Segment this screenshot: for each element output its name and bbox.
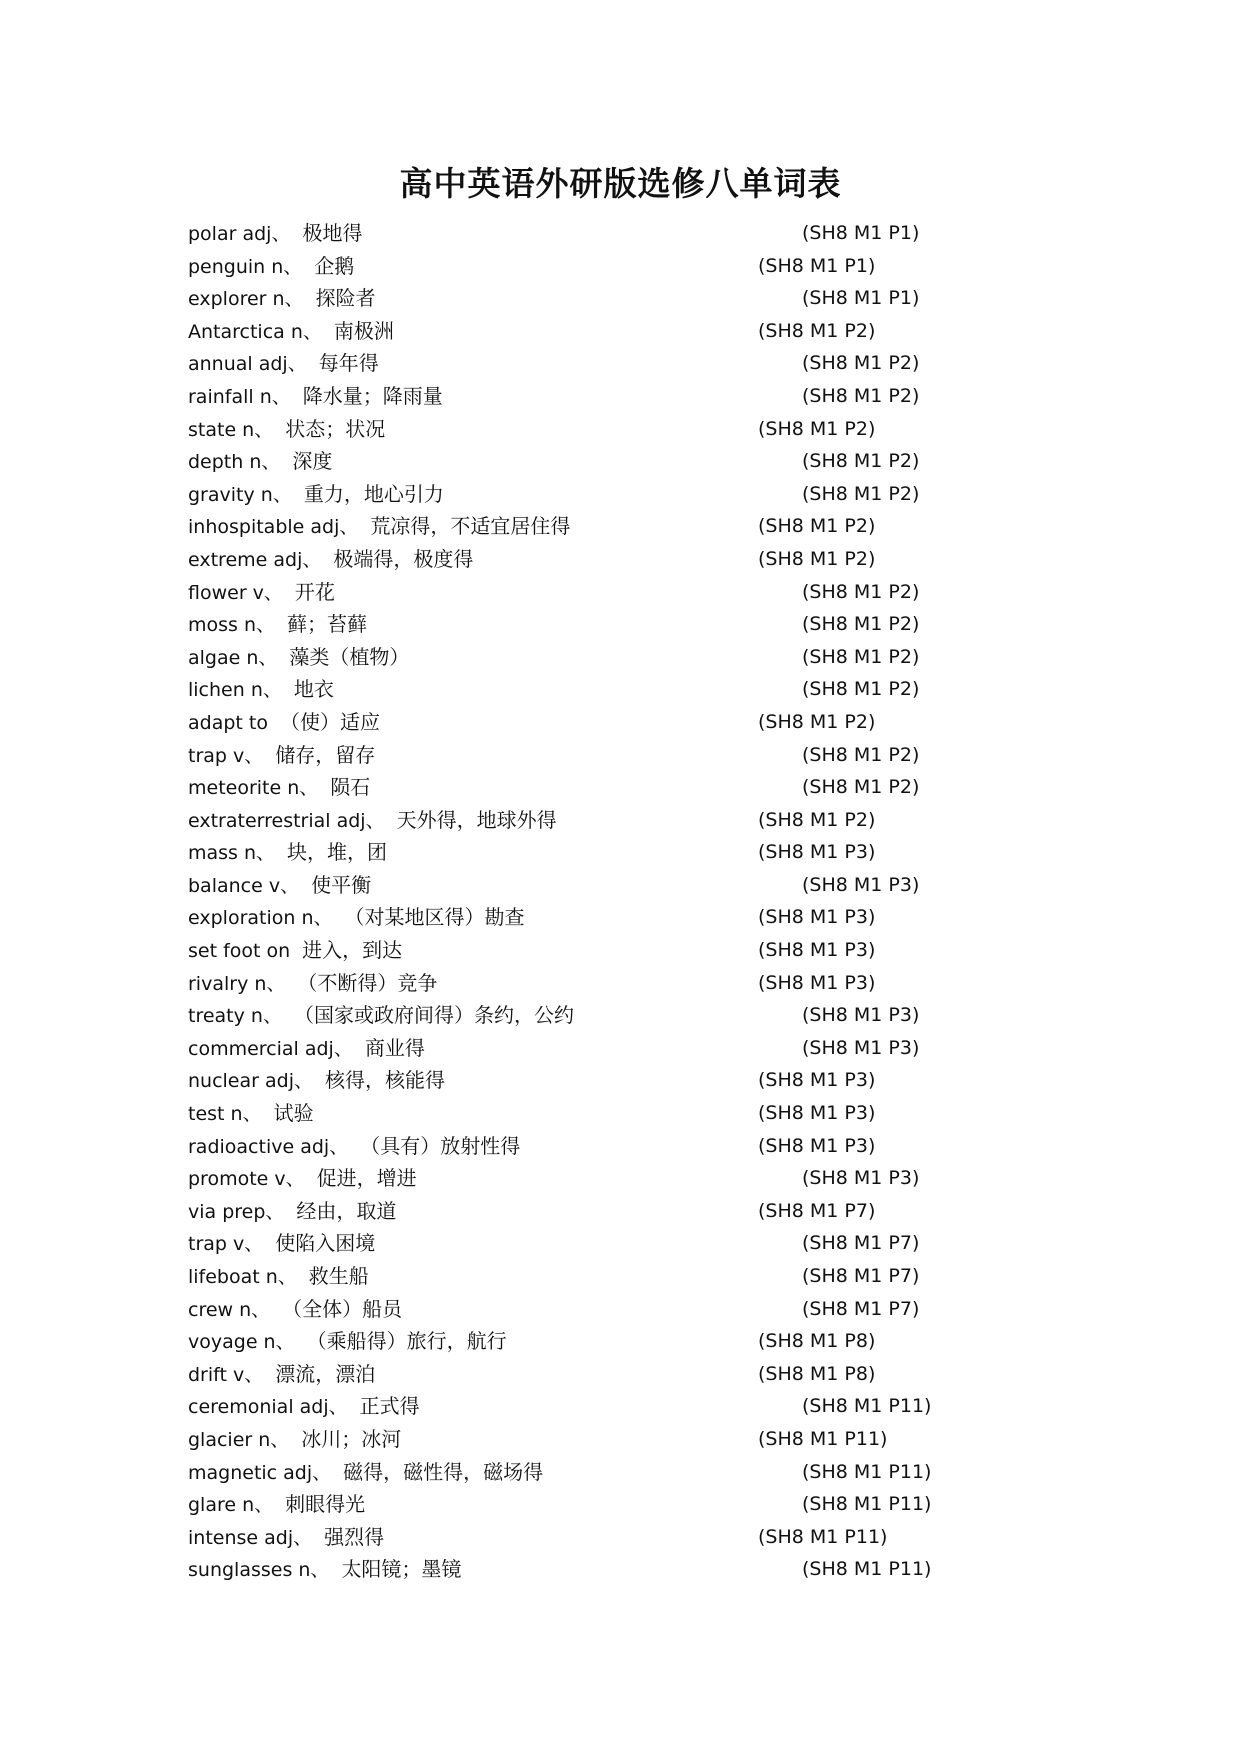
vocab-reference: (SH8 M1 P2) (758, 319, 876, 342)
vocab-reference: (SH8 M1 P11) (758, 1525, 888, 1548)
vocab-reference: (SH8 M1 P7) (758, 1199, 876, 1222)
vocab-entry (188, 250, 988, 283)
vocab-meaning: 强烈得 (324, 1524, 385, 1549)
vocab-reference: (SH8 M1 P2) (802, 450, 920, 473)
vocab-meaning: 商业得 (364, 1035, 425, 1060)
vocab-entry (188, 706, 988, 739)
vocab-word: extraterrestrial adj、 (188, 809, 385, 832)
vocab-meaning: 进入，到达 (302, 938, 403, 963)
vocab-entry (188, 1390, 988, 1423)
vocab-reference: (SH8 M1 P11) (802, 1493, 932, 1516)
vocab-word: exploration n、 (188, 907, 333, 930)
vocab-reference: (SH8 M1 P2) (802, 384, 920, 407)
vocab-reference: (SH8 M1 P2) (802, 613, 920, 636)
vocab-word: moss n、 (188, 614, 276, 637)
vocab-meaning: 企鹅 (314, 253, 355, 278)
vocab-meaning: 救生船 (308, 1264, 369, 1288)
vocab-reference: (SH8 M1 P3) (758, 971, 876, 994)
vocab-meaning: 促进，增进 (316, 1166, 417, 1191)
vocab-entry (188, 1358, 988, 1391)
vocab-word: state n、 (188, 418, 274, 441)
vocab-word: nuclear adj、 (188, 1070, 313, 1093)
vocab-entry (188, 1521, 988, 1554)
vocab-word: radioactive adj、 (188, 1135, 349, 1158)
vocabulary-list (188, 217, 988, 1586)
vocab-word: meteorite n、 (188, 777, 319, 800)
vocab-reference: (SH8 M1 P2) (758, 710, 876, 733)
vocab-entry (188, 999, 988, 1032)
vocab-reference: (SH8 M1 P2) (802, 678, 920, 701)
vocab-meaning: 极端得，极度得 (333, 546, 474, 571)
vocab-meaning: 探险者 (315, 286, 376, 311)
vocab-entry (188, 901, 988, 934)
vocab-word: ceremonial adj、 (188, 1396, 348, 1419)
vocab-word: drift v、 (188, 1363, 264, 1386)
vocab-word: trap v、 (188, 744, 264, 767)
vocab-meaning: 经由，取道 (296, 1198, 397, 1223)
vocab-reference: (SH8 M1 P3) (802, 1036, 920, 1059)
vocab-entry (188, 934, 988, 967)
vocab-word: via prep、 (188, 1200, 285, 1223)
vocab-entry (188, 608, 988, 641)
vocab-meaning: 藻类（植物） (289, 644, 410, 669)
vocab-meaning: 地衣 (293, 677, 334, 702)
vocab-entry (188, 510, 988, 543)
vocab-meaning: （对某地区得）勘查 (344, 905, 525, 930)
vocab-reference: (SH8 M1 P2) (758, 417, 876, 440)
vocab-entry (188, 217, 988, 250)
vocab-meaning: 深度 (292, 449, 333, 474)
vocab-word: flower v、 (188, 581, 283, 604)
vocab-meaning: 试验 (273, 1101, 314, 1126)
vocab-word: depth n、 (188, 451, 281, 474)
vocab-reference: (SH8 M1 P2) (802, 352, 920, 375)
vocab-entry (188, 1293, 988, 1326)
vocab-meaning: （不断得）竞争 (297, 970, 438, 995)
vocab-entry (188, 1195, 988, 1228)
vocab-meaning: 重力，地心引力 (303, 481, 444, 506)
vocab-entry (188, 413, 988, 446)
vocab-word: trap v、 (188, 1233, 264, 1256)
vocab-entry (188, 1456, 988, 1489)
vocab-entry (188, 869, 988, 902)
vocab-reference: (SH8 M1 P3) (802, 1167, 920, 1190)
vocab-reference: (SH8 M1 P3) (802, 1004, 920, 1027)
vocab-reference: (SH8 M1 P2) (802, 776, 920, 799)
vocab-entry (188, 1423, 988, 1456)
vocab-word: intense adj、 (188, 1526, 313, 1549)
vocab-meaning: （乘船得）旅行，航行 (306, 1329, 507, 1354)
vocab-entry (188, 771, 988, 804)
vocab-reference: (SH8 M1 P2) (802, 482, 920, 505)
vocab-meaning: 开花 (294, 579, 335, 604)
vocab-entry (188, 1064, 988, 1097)
vocab-meaning: 极地得 (302, 221, 363, 245)
vocab-word: rainfall n、 (188, 385, 291, 408)
vocab-reference: (SH8 M1 P11) (802, 1558, 932, 1581)
vocab-meaning: 每年得 (318, 351, 379, 376)
vocab-entry (188, 804, 988, 837)
vocab-reference: (SH8 M1 P2) (802, 580, 920, 603)
vocab-reference: (SH8 M1 P7) (802, 1265, 920, 1287)
vocab-entry (188, 1325, 988, 1358)
vocab-word: algae n、 (188, 646, 278, 669)
vocab-word: glare n、 (188, 1494, 274, 1517)
vocab-word: voyage n、 (188, 1331, 295, 1354)
vocab-meaning: （国家或政府间得）条约，公约 (293, 1003, 574, 1028)
vocab-meaning: 磁得，磁性得，磁场得 (343, 1459, 544, 1484)
vocab-meaning: 降水量；降雨量 (302, 383, 443, 408)
vocab-reference: (SH8 M1 P2) (758, 808, 876, 831)
vocab-entry (188, 1130, 988, 1163)
vocab-word: polar adj、 (188, 223, 291, 245)
vocab-entry (188, 1260, 988, 1293)
vocab-word: magnetic adj、 (188, 1461, 332, 1484)
vocab-meaning: 使陷入困境 (275, 1231, 376, 1256)
vocab-reference: (SH8 M1 P11) (802, 1395, 932, 1418)
vocab-entry (188, 641, 988, 674)
vocab-reference: (SH8 M1 P7) (802, 1297, 920, 1320)
vocab-word: set foot on (188, 940, 291, 963)
vocab-meaning: （全体）船员 (282, 1296, 403, 1321)
page-title: 高中英语外研版选修八单词表 (399, 164, 842, 203)
vocab-meaning: （使）适应 (279, 709, 380, 734)
vocab-entry (188, 836, 988, 869)
vocab-word: gravity n、 (188, 483, 292, 506)
vocab-meaning: 太阳镜；墨镜 (341, 1557, 462, 1582)
vocab-entry (188, 478, 988, 511)
vocab-reference: (SH8 M1 P3) (758, 906, 876, 929)
vocab-meaning: 刺眼得光 (285, 1492, 366, 1517)
vocab-entry (188, 315, 988, 348)
vocab-reference: (SH8 M1 P8) (758, 1330, 876, 1353)
vocab-word: explorer n、 (188, 288, 304, 311)
vocab-word: lichen n、 (188, 679, 282, 702)
vocab-word: Antarctica n、 (188, 320, 322, 343)
vocab-meaning: 使平衡 (311, 872, 372, 897)
vocab-reference: (SH8 M1 P11) (758, 1427, 888, 1450)
vocab-word: annual adj、 (188, 353, 307, 376)
vocab-meaning: 储存，留存 (275, 742, 376, 767)
vocab-word: promote v、 (188, 1168, 305, 1191)
vocab-reference: (SH8 M1 P2) (758, 547, 876, 570)
vocab-entry (188, 347, 988, 380)
vocab-meaning: 核得，核能得 (324, 1068, 445, 1093)
vocab-reference: (SH8 M1 P8) (758, 1362, 876, 1385)
vocab-reference: (SH8 M1 P3) (758, 1069, 876, 1092)
vocab-meaning: 藓；苔藓 (287, 612, 368, 637)
vocab-entry (188, 1553, 988, 1586)
vocab-word: inhospitable adj、 (188, 516, 359, 539)
vocab-reference: (SH8 M1 P3) (758, 939, 876, 962)
vocab-entry (188, 967, 988, 1000)
vocab-meaning: 荒凉得，不适宜居住得 (370, 514, 571, 539)
vocab-entry (188, 380, 988, 413)
vocab-word: mass n、 (188, 842, 276, 865)
vocab-reference: (SH8 M1 P3) (758, 841, 876, 864)
vocab-reference: (SH8 M1 P1) (758, 254, 876, 277)
vocab-meaning: 南极洲 (333, 318, 394, 343)
vocab-word: extreme adj、 (188, 548, 322, 571)
vocab-word: glacier n、 (188, 1428, 290, 1451)
vocab-entry (188, 739, 988, 772)
vocab-word: test n、 (188, 1103, 262, 1126)
vocab-word: crew n、 (188, 1298, 271, 1321)
vocab-word: sunglasses n、 (188, 1559, 330, 1582)
vocab-entry (188, 445, 988, 478)
vocab-meaning: 状态；状况 (285, 416, 386, 441)
vocab-reference: (SH8 M1 P1) (802, 222, 920, 244)
vocab-meaning: 漂流，漂泊 (275, 1361, 376, 1386)
vocab-meaning: 正式得 (359, 1394, 420, 1419)
vocab-entry (188, 282, 988, 315)
vocab-meaning: （具有）放射性得 (360, 1133, 521, 1158)
vocab-word: lifeboat n、 (188, 1266, 297, 1288)
vocab-entry (188, 1227, 988, 1260)
vocab-word: treaty n、 (188, 1005, 282, 1028)
vocab-reference: (SH8 M1 P2) (802, 743, 920, 766)
vocab-meaning: 块，堆，团 (287, 840, 388, 865)
vocab-word: penguin n、 (188, 255, 303, 278)
vocab-reference: (SH8 M1 P3) (802, 873, 920, 896)
vocab-meaning: 天外得，地球外得 (396, 807, 557, 832)
vocab-entry (188, 1162, 988, 1195)
vocab-entry (188, 543, 988, 576)
vocab-entry (188, 576, 988, 609)
vocab-entry (188, 1097, 988, 1130)
vocab-entry (188, 673, 988, 706)
vocab-reference: (SH8 M1 P1) (802, 287, 920, 310)
vocab-entry (188, 1032, 988, 1065)
vocab-reference: (SH8 M1 P2) (802, 645, 920, 668)
vocab-word: rivalry n、 (188, 972, 286, 995)
vocab-reference: (SH8 M1 P7) (802, 1232, 920, 1255)
vocab-meaning: 陨石 (330, 775, 371, 800)
vocab-reference: (SH8 M1 P3) (758, 1134, 876, 1157)
vocab-reference: (SH8 M1 P11) (802, 1460, 932, 1483)
vocab-reference: (SH8 M1 P2) (758, 515, 876, 538)
vocab-word: balance v、 (188, 874, 300, 897)
vocab-meaning: 冰川；冰河 (301, 1426, 402, 1451)
vocab-reference: (SH8 M1 P3) (758, 1102, 876, 1125)
vocab-word: commercial adj、 (188, 1037, 353, 1060)
vocab-word: adapt to (188, 711, 268, 734)
vocab-entry (188, 1488, 988, 1521)
